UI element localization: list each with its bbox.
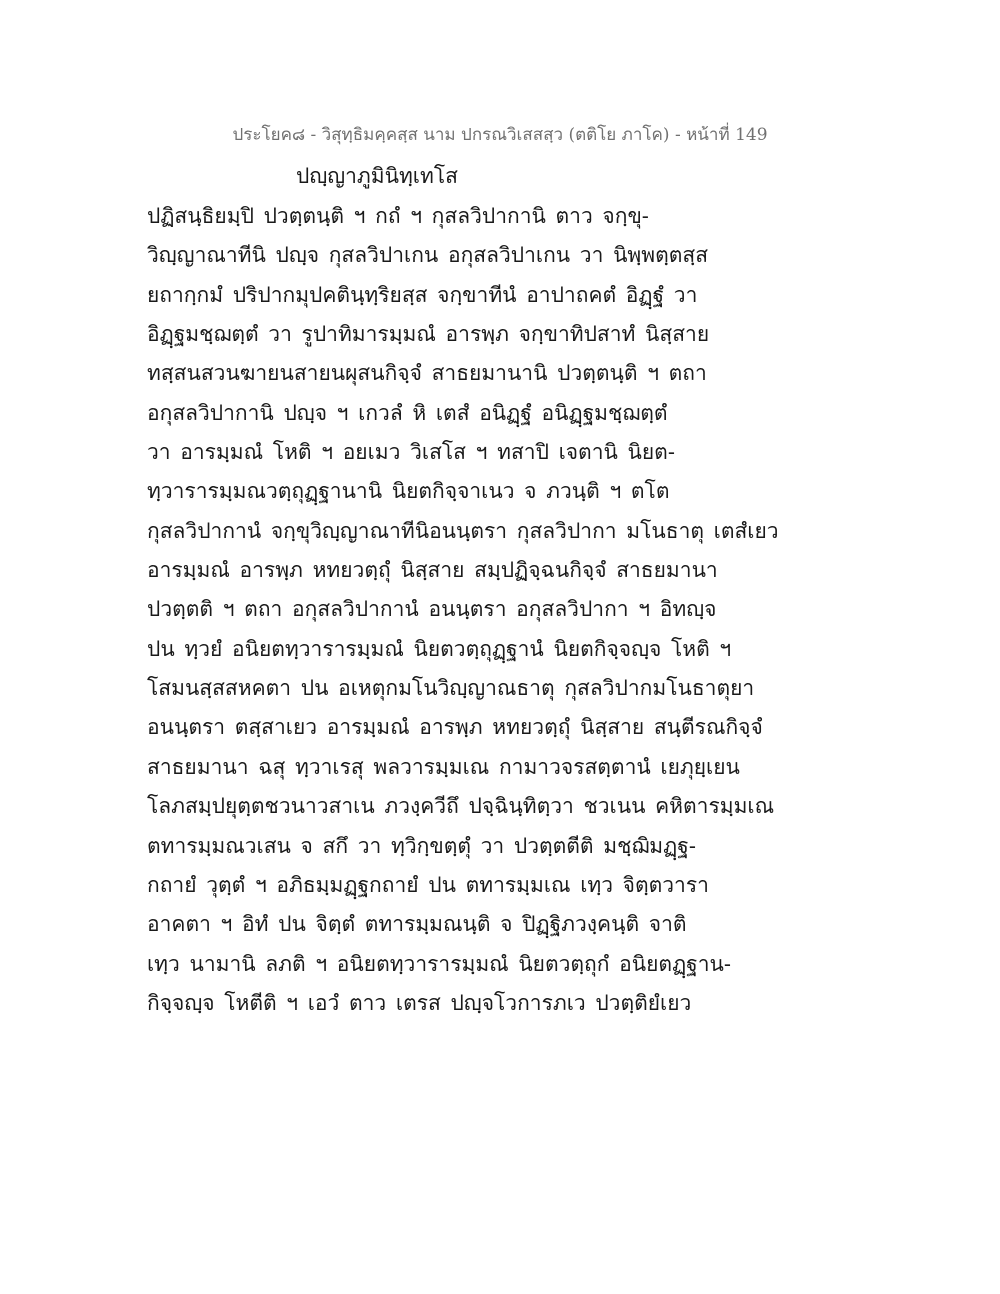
text-line: วา อารมฺมณํ โหติ ฯ อยเมว วิเสโส ฯ ทสาปิ เจตานิ นิยต- (147, 440, 675, 465)
text-line: สาธยมานา ฉสุ ทฺวาเรสุ พลวารมฺมเณ กามาวจรสตฺตานํ เยภุยฺเยน (147, 754, 740, 779)
text-line: โสมนสฺสสหคตา ปน อเหตุกมโนวิญฺญาณธาตุ กุสลวิปากมโนธาตุยา (147, 676, 755, 701)
text-line: ทสฺสนสวนฆายนสายนผุสนกิจฺจํ สาธยมานานิ ปวตฺตนฺติ ฯ ตถา (147, 361, 707, 386)
text-line: ปวตฺตติ ฯ ตถา อกุสลวิปากานํ อนนฺตรา อกุสลวิปากา ฯ อิทญฺจ (147, 597, 717, 622)
body-text (147, 197, 887, 1023)
text-line: กิจฺจญฺจ โหตีติ ฯ เอวํ ตาว เตรส ปญฺจโวการภเว ปวตฺติยํเยว (147, 990, 692, 1015)
text-line: ปน ทฺวยํ อนิยตทฺวารารมฺมณํ นิยตวตฺถุฏฺฐานํ นิยตกิจฺจญฺจ โหติ ฯ (147, 636, 732, 661)
text-line: อกุสลวิปากานิ ปญฺจ ฯ เกวลํ หิ เตสํ อนิฏฺฐํ อนิฏฺฐมชฺฌตฺตํ (147, 400, 668, 425)
text-line: อิฏฺฐมชฺฌตฺตํ วา รูปาทิมารมฺมณํ อารพฺภ จกฺขาทิปสาทํ นิสฺสาย (147, 322, 710, 347)
text-line: ยถากฺกมํ ปริปากมุปคตินฺทฺริยสฺส จกฺขาทีนํ อาปาถคตํ อิฏฺฐํ วา (147, 282, 698, 307)
text-line: เทฺว นามานิ ลภติ ฯ อนิยตทฺวารารมฺมณํ นิยตวตฺถุกํ อนิยตฏฺฐาน- (147, 951, 731, 976)
text-line: อารมฺมณํ อารพฺภ หทยวตฺถุํ นิสฺสาย สมฺปฏิจฺฉนกิจฺจํ สาธยมานา (147, 558, 718, 583)
text-line: ทฺวารารมฺมณวตฺถุฏฺฐานานิ นิยตกิจฺจาเนว จ ภวนฺติ ฯ ตโต (147, 479, 670, 504)
text-line: ปฏิสนฺธิยมฺปิ ปวตฺตนฺติ ฯ กถํ ฯ กุสลวิปากานิ ตาว จกฺขุ- (147, 204, 649, 228)
text-line: วิญฺญาณาทีนิ ปญฺจ กุสลวิปาเกน อกุสลวิปาเกน วา นิพฺพตฺตสฺส (147, 243, 709, 268)
text-line: ตทารมฺมณวเสน จ สกึ วา ทฺวิกฺขตฺตุํ วา ปวตฺตตีติ มชฺฌิมฏฺฐ- (147, 833, 696, 858)
text-line: กถายํ วุตฺตํ ฯ อภิธมฺมฏฺฐกถายํ ปน ตทารมฺมเณ เทฺว จิตฺตวารา (147, 872, 709, 897)
section-title: ปญฺญาภูมินิทฺเทโส (296, 164, 458, 188)
text-line: โลภสมฺปยุตฺตชวนาวสาเน ภวงฺควีถึ ปจฺฉินฺทิตฺวา ชวเนน คหิตารมฺมเณ (147, 794, 775, 819)
text-line: อนนฺตรา ตสฺสาเยว อารมฺมณํ อารพฺภ หทยวตฺถุํ นิสฺสาย สนฺตีรณกิจฺจํ (147, 715, 763, 740)
text-line: กุสลวิปากานํ จกฺขุวิญฺญาณาทีนิอนนฺตรา กุสลวิปากา มโนธาตุ เตสํเยว (147, 518, 779, 543)
text-line: อาคตา ฯ อิทํ ปน จิตฺตํ ตทารมฺมณนฺติ จ ปิฏฺฐิภวงฺคนฺติ จาติ (147, 912, 687, 937)
running-header: ประโยค๘ - วิสุทฺธิมคฺคสฺส นาม ปกรณวิเสสสฺว (ตติโย ภาโค) - หน้าที่ 149 (232, 125, 768, 145)
